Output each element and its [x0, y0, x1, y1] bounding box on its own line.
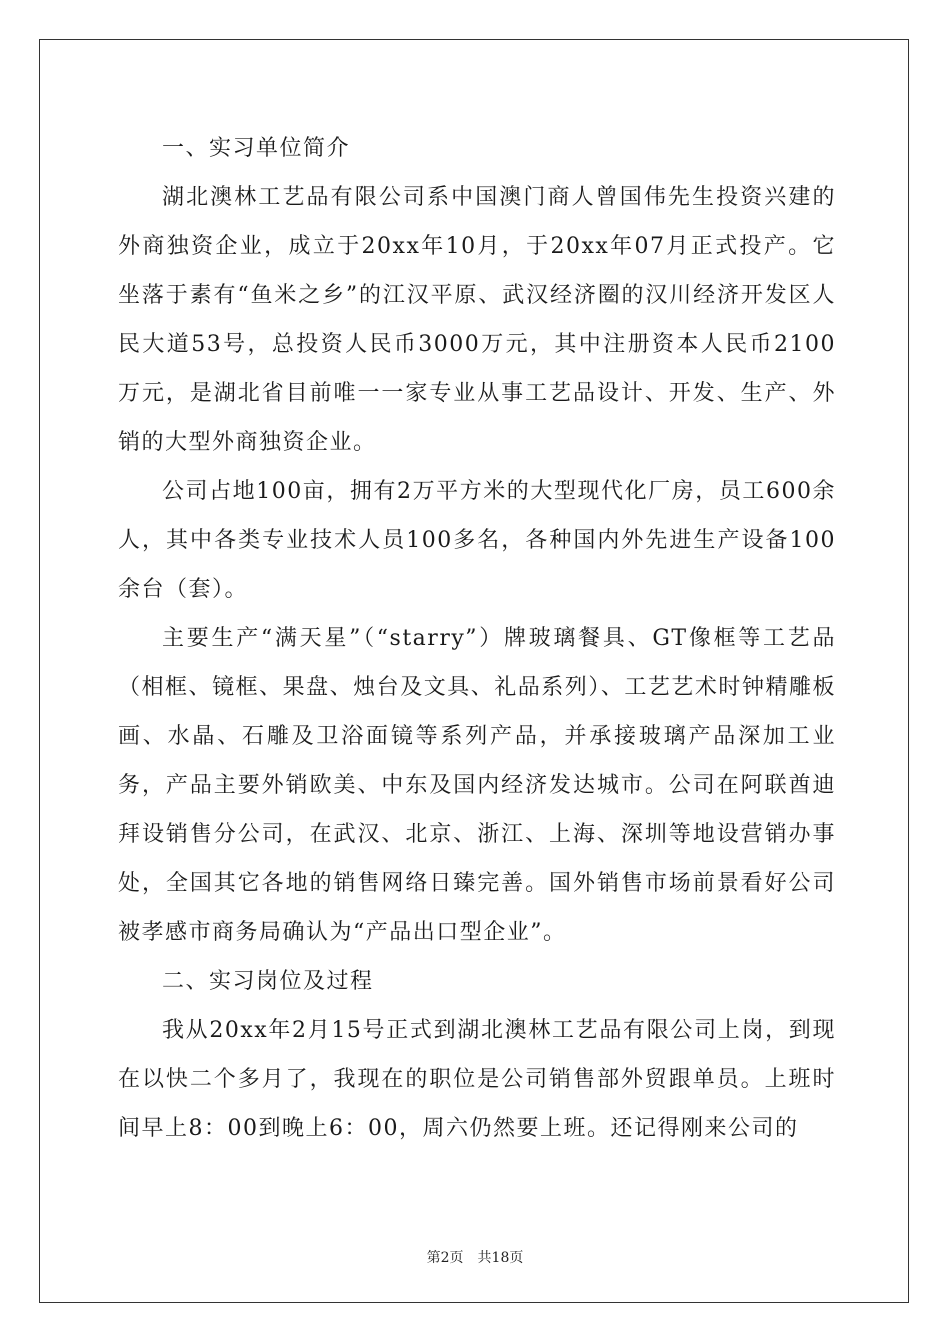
page-footer: [0, 1247, 950, 1267]
paragraph-1: 湖北澳林工艺品有限公司系中国澳门商人曾国伟先生投资兴建的外商独资企业，成立于20xx年10月，于20xx年07月正式投产。它坐落于素有“鱼米之乡”的江汉平原、武汉经济圈的汉川经济开发区人民大道53号，总投资人民币3000万元，其中注册资本人民币2100万元，是湖北省目前唯一一家专业从事工艺品设计、开发、生产、外销的大型外商独资企业。: [118, 185, 836, 455]
page-total: 共18页: [477, 1250, 524, 1266]
paragraph-4: 我从20xx年2月15号正式到湖北澳林工艺品有限公司上岗，到现在以快二个多月了，我现在的职位是公司销售部外贸跟单员。上班时间早上8：00到晚上6：00，周六仍然要上班。还记得刚来公司的: [118, 1018, 836, 1141]
section-heading-1: 一、实习单位简介: [162, 136, 351, 161]
section-heading-2: 二、实习岗位及过程: [162, 969, 374, 994]
paragraph-3: 主要生产“满天星”（“starry”）牌玻璃餐具、GT像框等工艺品（相框、镜框、果盘、烛台及文具、礼品系列）、工艺艺术时钟精雕板画、水晶、石雕及卫浴面镜等系列产品，并承接玻璃产品深加工业务，产品主要外销欧美、中东及国内经济发达城市。公司在阿联酋迪拜设销售分公司，在武汉、北京、浙江、上海、深圳等地设营销办事处，全国其它各地的销售网络日臻完善。国外销售市场前景看好公司被孝感市商务局确认为“产品出口型企业”。: [118, 626, 836, 945]
paragraph-2: 公司占地100亩，拥有2万平方米的大型现代化厂房，员工600余人，其中各类专业技术人员100多名，各种国内外先进生产设备100余台（套）。: [118, 479, 836, 602]
page-number: 第2页: [426, 1250, 464, 1266]
document-body: [118, 124, 836, 1153]
